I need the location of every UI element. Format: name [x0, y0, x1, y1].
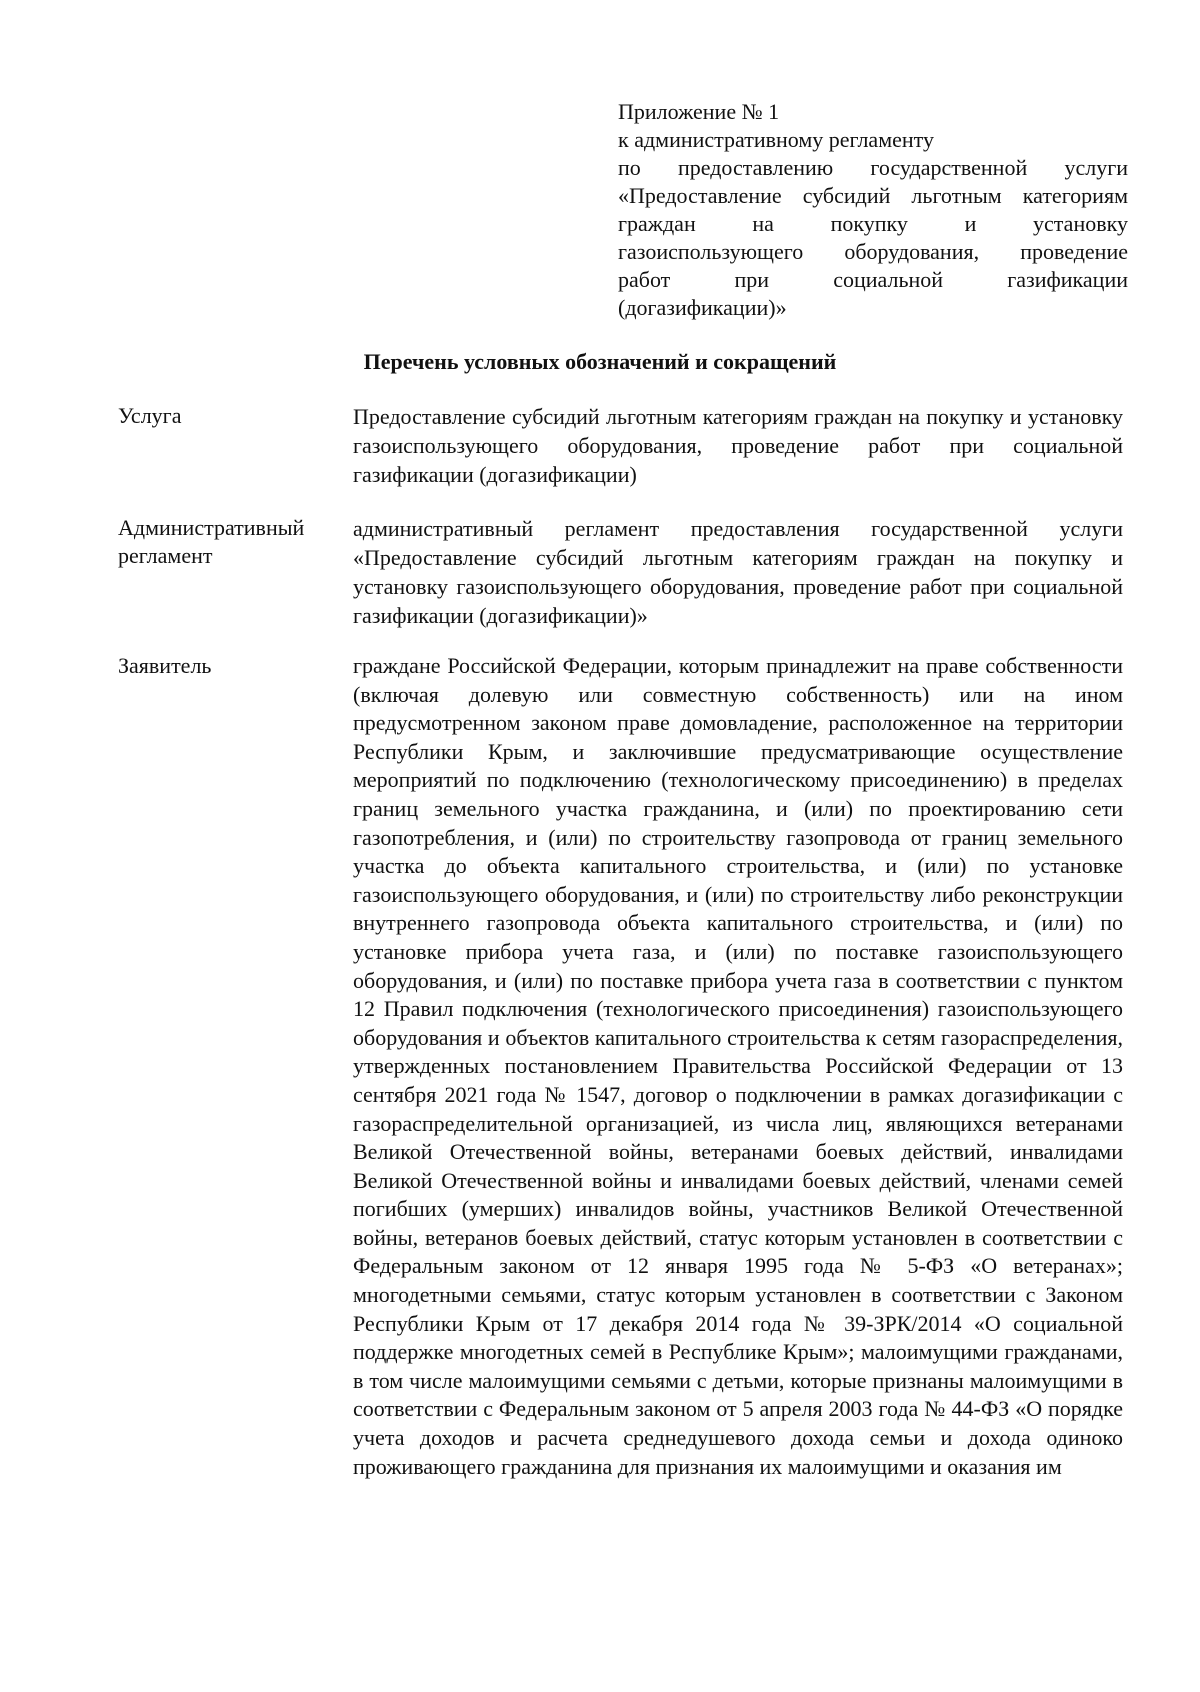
entry-term [118, 514, 348, 570]
term-line: Заявитель [118, 653, 212, 678]
document-title: Перечень условных обозначений и сокращений [363, 349, 837, 374]
entry-term [118, 402, 348, 430]
appendix-header [618, 98, 1128, 322]
appendix-line: газоиспользующего оборудования, проведение [618, 239, 1128, 264]
entry-term [118, 652, 348, 680]
appendix-line: «Предоставление субсидий льготным категориям [618, 183, 1128, 208]
appendix-line: граждан на покупку и установку [618, 211, 1128, 236]
entry-definition: граждане Российской Федерации, которым принадлежит на праве собственности (включая долевую или совместную собственность) или на ином предусмотренном законом праве домовладение, расположенное на территории Республики Крым, и заключившие предусматривающие осуществление мероприятий по подключению (технологическому присоединению) в пределах границ земельного участка гражданина, и (или) по проектированию сети газопотребления, и (или) по строительству газопровода от границ земельного участка до объекта капитального строительства, и (или) по установке газоиспользующего оборудования, и (или) по строительству либо реконструкции внутреннего газопровода объекта капитального строительства, и (или) по установке прибора учета газа, и (или) по поставке газоиспользующего оборудования, и (или) по поставке прибора учета газа в соответствии с пунктом 12 Правил подключения (технологического присоединения) газоиспользующего оборудования и объектов капитального строительства к сетям газораспределения, утвержденных постановлением Правительства Российской Федерации от 13 сентября 2021 года № 1547, договор о подключении в рамках догазификации с газораспределительной организацией, из числа лиц, являющихся ветеранами Великой Отечественной войны, ветеранами боевых действий, инвалидами Великой Отечественной войны и инвалидами боевых действий, членами семей погибших (умерших) инвалидов войны, участников Великой Отечественной войны, ветеранов боевых действий, статус которым установлен в соответствии с Федеральным законом от 12 января 1995 года № 5-ФЗ «О ветеранах»; многодетными семьями, статус которым установлен в соответствии с Законом Республики Крым от 17 декабря 2014 года № 39-ЗРК/2014 «О социальной поддержке многодетных семей в Республике Крым»; малоимущими гражданами, в том числе малоимущими семьями с детьми, которые признаны малоимущими в соответствии с Федеральным законом от 5 апреля 2003 года № 44-ФЗ «О порядке учета доходов и расчета среднедушевого дохода семьи и дохода одиноко проживающего гражданина для признания их малоимущими и оказания им [353, 653, 1123, 1479]
entry-definition: административный регламент предоставления государственной услуги «Предоставление субсидий льготным категориям граждан на покупку и установку газоиспользующего оборудования, проведение работ при социальной газификации (догазификации)» [353, 516, 1123, 628]
appendix-line: Приложение № 1 [618, 99, 780, 124]
term-line: Административный [118, 515, 305, 540]
appendix-line: работ при социальной газификации [618, 267, 1128, 292]
term-line: Услуга [118, 403, 182, 428]
appendix-line: (догазификации)» [618, 295, 787, 320]
entry-definition: Предоставление субсидий льготным категориям граждан на покупку и установку газоиспользующего оборудования, проведение работ при социальной газификации (догазификации) [353, 404, 1123, 487]
term-line: регламент [118, 543, 213, 568]
appendix-line: к административному регламенту [618, 127, 934, 152]
appendix-line: по предоставлению государственной услуги [618, 155, 1128, 180]
